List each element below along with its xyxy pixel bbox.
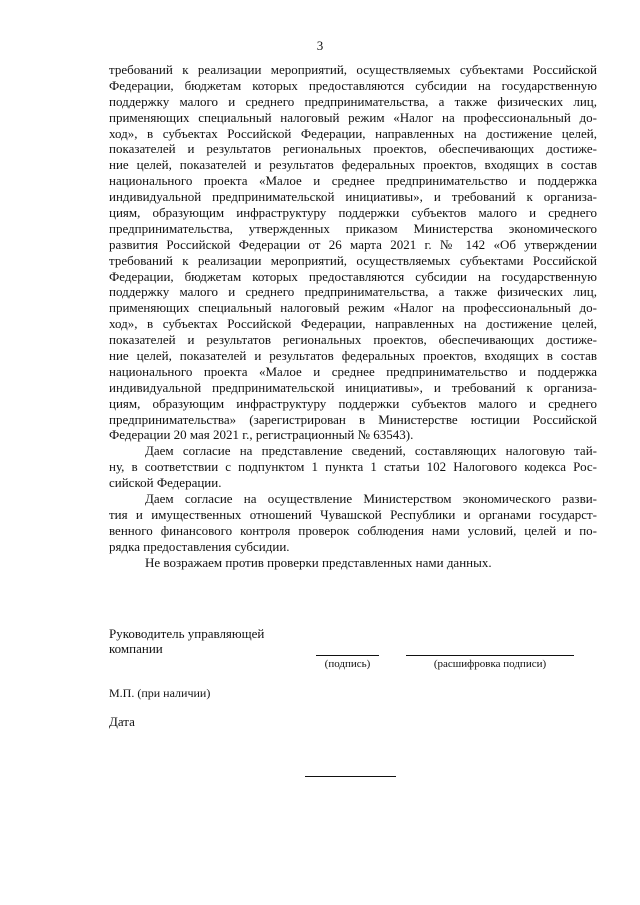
text-line: Даем согласие на представление сведений, составляющих налоговую тай- [145,443,597,459]
text-line: развития Российской Федерации от 26 марта 2021 г. № 142 «Об утверждении [109,236,597,252]
paragraph-audit-consent [109,491,597,555]
text-line: ние целей, показателей и результатов федеральных проектов, входящих в состав [109,157,597,173]
text-line: сийской Федерации. [109,475,222,491]
date-label: Дата [109,714,135,729]
page-number: 3 [316,38,324,53]
text-line: циям, образующим инфраструктуру поддержки субъектов малого и среднего [109,205,597,221]
text-line: индивидуальной предпринимательской инициативы», и требований к организа- [109,189,597,205]
paragraph-tax-secret [109,443,597,491]
text-line: показателей и результатов региональных проектов, обеспечивающих достиже- [109,332,597,348]
text-line: Федерации, бюджетам которых предоставляются субсидии на государственную [109,268,597,284]
text-line: Федерации 20 мая 2021 г., регистрационный № 63543). [109,427,414,443]
decoding-line [406,655,574,656]
text-line: ход», в субъектах Российской Федерации, направленных на достижение целей, [109,125,597,141]
stamp-label: М.П. (при наличии) [109,686,211,700]
text-line: применяющих специальный налоговый режим «Налог на профессиональный до- [109,109,597,125]
text-line: предпринимательства» (зарегистрирован в Министерстве юстиции Российской [109,411,597,427]
document-body [109,62,597,571]
text-line: циям, образующим инфраструктуру поддержки субъектов малого и среднего [109,395,597,411]
text-line: Федерации, бюджетам которых предоставляются субсидии на государственную [109,77,597,93]
text-line: Даем согласие на осуществление Министерством экономического разви- [145,491,597,507]
paragraph-data-check: Не возражаем против проверки представленных нами данных. [145,554,492,570]
text-line: тия и имущественных отношений Чувашской Республики и органами государст- [109,506,597,522]
text-line: показателей и результатов региональных проектов, обеспечивающих достиже- [109,141,597,157]
text-line: национального проекта «Малое и среднее предпринимательство и поддержка [109,173,597,189]
text-line: требований к реализации мероприятий, осуществляемых субъектами Российской [109,252,597,268]
text-line: венного финансового контроля проверок соблюдения нами условий, целей и по- [109,522,597,538]
text-line: предпринимательства, утвержденных приказом Министерства экономического [109,220,597,236]
head-title-line1: Руководитель управляющей [109,626,265,641]
text-line: индивидуальной предпринимательской инициативы», и требований к организа- [109,379,597,395]
text-line: ну, в соответствии с подпунктом 1 пункта 1 статьи 102 Налогового кодекса Рос- [109,459,597,475]
closing-divider [305,776,396,777]
text-line: ход», в субъектах Российской Федерации, направленных на достижение целей, [109,316,597,332]
text-line: применяющих специальный налоговый режим «Налог на профессиональный до- [109,300,597,316]
signature-line [316,655,379,656]
text-line: рядка предоставления субсидии. [109,538,290,554]
text-line: национального проекта «Малое и среднее предпринимательство и поддержка [109,363,597,379]
text-line: ние целей, показателей и результатов федеральных проектов, входящих в состав [109,348,597,364]
text-line: требований к реализации мероприятий, осуществляемых субъектами Российской [109,62,597,77]
signature-caption: (подпись) [324,658,371,670]
decoding-caption: (расшифровка подписи) [433,658,547,670]
text-line: поддержку малого и среднего предпринимательства, а также физических лиц, [109,284,597,300]
head-title-line2: компании [109,641,163,656]
text-line: поддержку малого и среднего предпринимательства, а также физических лиц, [109,93,597,109]
paragraph-requirements [109,62,597,443]
